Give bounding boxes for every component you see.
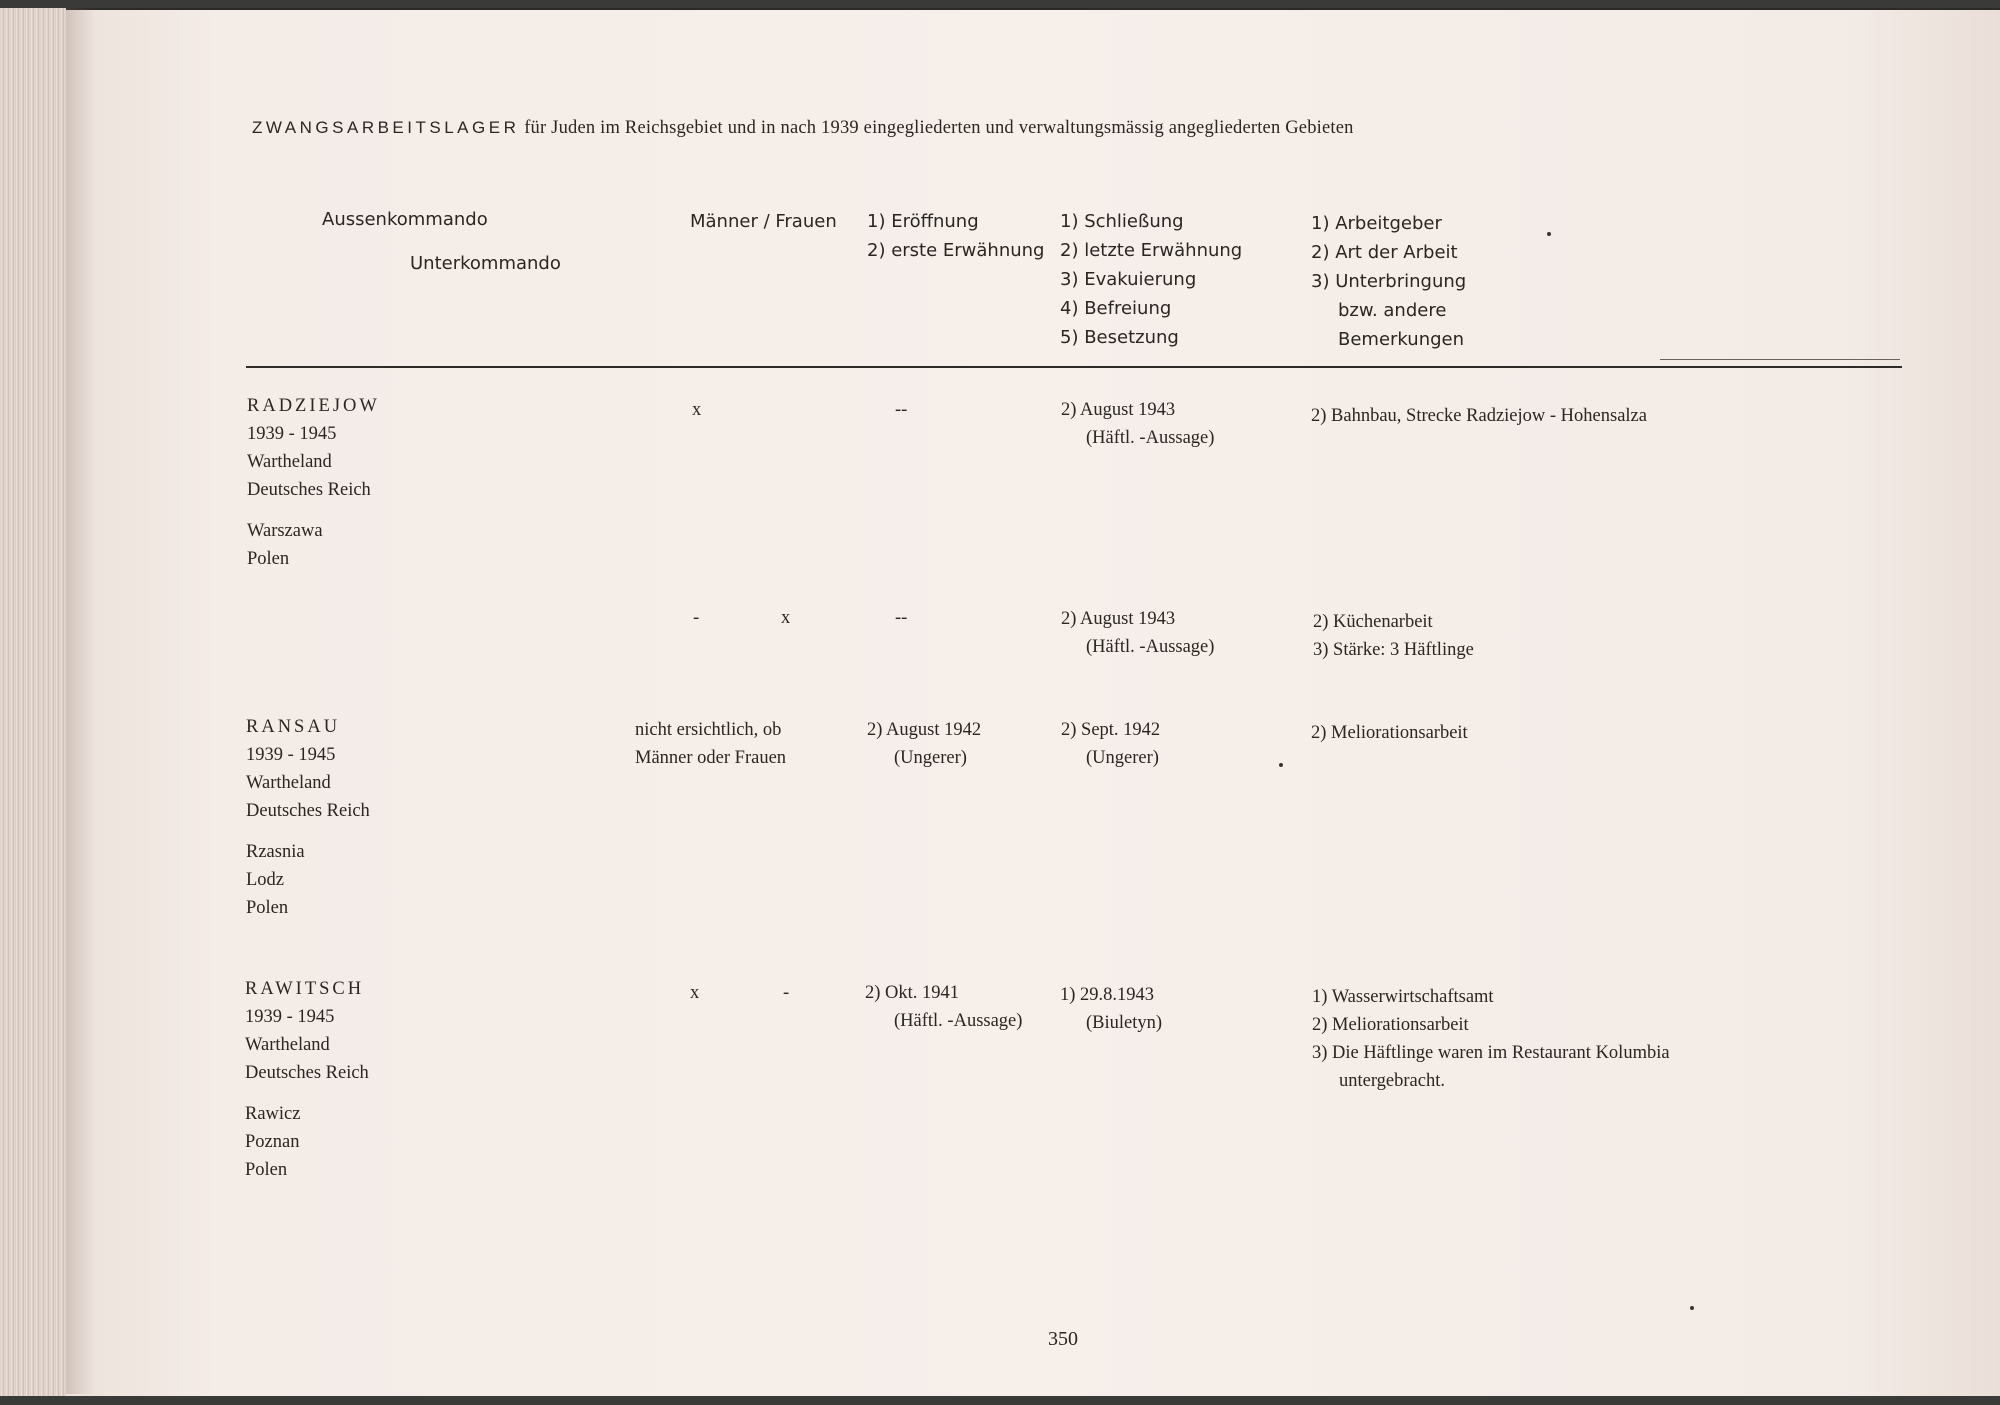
value-line: Männer oder Frauen bbox=[635, 748, 787, 768]
place-line: Wartheland bbox=[245, 1035, 330, 1055]
eroeffnung-value bbox=[867, 716, 981, 772]
entry-place bbox=[246, 713, 370, 922]
sub-line: Poznan bbox=[245, 1132, 300, 1152]
header-arbeitgeber-line: 1) Arbeitgeber bbox=[1311, 213, 1442, 234]
place-line: Deutsches Reich bbox=[245, 1063, 369, 1083]
maenner-mark: - bbox=[693, 608, 700, 628]
place-line: Wartheland bbox=[247, 452, 332, 472]
value-line: (Ungerer) bbox=[1086, 748, 1159, 768]
value-line: 2) Sept. 1942 bbox=[1061, 720, 1161, 740]
header-arbeitgeber-line: 3) Unterbringung bbox=[1311, 271, 1467, 292]
value-line: 3) Stärke: 3 Häftlinge bbox=[1313, 640, 1474, 660]
header-arbeitgeber-line: Bemerkungen bbox=[1338, 329, 1465, 350]
header-arbeitgeber-line: 2) Art der Arbeit bbox=[1311, 242, 1458, 263]
value-line: 2) August 1943 bbox=[1061, 609, 1176, 629]
value-line: 2) Okt. 1941 bbox=[865, 983, 960, 1003]
place-line: 1939 - 1945 bbox=[246, 745, 336, 765]
header-arbeitgeber bbox=[1311, 209, 1466, 354]
value-line: 2) Meliorationsarbeit bbox=[1312, 1015, 1469, 1035]
sub-line: Polen bbox=[247, 549, 290, 569]
bemerkungen-value bbox=[1312, 983, 1670, 1095]
header-schliessung-line: 5) Besetzung bbox=[1060, 327, 1179, 348]
header-rule-faint bbox=[1660, 359, 1900, 360]
print-speck bbox=[1690, 1306, 1694, 1310]
header-arbeitgeber-line: bzw. andere bbox=[1338, 300, 1447, 321]
header-eroeffnung-line: 1) Eröffnung bbox=[867, 211, 979, 232]
page-title bbox=[252, 118, 1354, 139]
header-schliessung-line: 1) Schließung bbox=[1060, 211, 1184, 232]
place-line: Deutsches Reich bbox=[247, 480, 371, 500]
place-line: Deutsches Reich bbox=[246, 801, 370, 821]
header-schliessung bbox=[1060, 207, 1242, 352]
place-line: 1939 - 1945 bbox=[245, 1007, 335, 1027]
value-line: 1) Wasserwirtschaftsamt bbox=[1312, 987, 1494, 1007]
header-rule bbox=[246, 366, 1902, 368]
header-eroeffnung-line: 2) erste Erwähnung bbox=[867, 240, 1045, 261]
print-speck bbox=[1279, 763, 1283, 767]
frauen-mark: - bbox=[783, 983, 790, 1003]
bemerkungen-value bbox=[1313, 608, 1474, 664]
sub-line: Rawicz bbox=[245, 1104, 301, 1124]
header-schliessung-line: 2) letzte Erwähnung bbox=[1060, 240, 1243, 261]
header-eroeffnung bbox=[867, 207, 1045, 265]
schliessung-value bbox=[1061, 605, 1214, 661]
gutter-shadow bbox=[66, 8, 96, 1394]
maenner-mark: x bbox=[692, 400, 702, 420]
bemerkungen-value bbox=[1311, 402, 1647, 430]
value-line: 2) August 1943 bbox=[1061, 400, 1176, 420]
value-line: 2) Meliorationsarbeit bbox=[1311, 723, 1468, 743]
eroeffnung-value: -- bbox=[895, 400, 908, 420]
value-line: 2) Bahnbau, Strecke Radziejow - Hohensalza bbox=[1311, 406, 1647, 426]
value-line: 1) 29.8.1943 bbox=[1060, 985, 1155, 1005]
place-line: Wartheland bbox=[246, 773, 331, 793]
header-unterkommando: Unterkommando bbox=[410, 253, 561, 274]
place-line: 1939 - 1945 bbox=[247, 424, 337, 444]
value-line: (Ungerer) bbox=[894, 748, 967, 768]
value-line: (Häftl. -Aussage) bbox=[894, 1011, 1023, 1031]
frauen-mark: x bbox=[781, 608, 791, 628]
schliessung-value bbox=[1061, 396, 1214, 452]
title-rest: für Juden im Reichsgebiet und in nach 1939 eingegliederten und verwaltungsmässig angegliederten Gebieten bbox=[524, 118, 1354, 138]
sub-line: Warszawa bbox=[247, 521, 323, 541]
title-caps: ZWANGSARBEITSLAGER bbox=[252, 118, 520, 137]
header-schliessung-line: 3) Evakuierung bbox=[1060, 269, 1197, 290]
mf-note bbox=[635, 716, 786, 772]
sub-line: Lodz bbox=[246, 870, 285, 890]
page-edge-stack bbox=[0, 8, 70, 1396]
maenner-mark: x bbox=[690, 983, 700, 1003]
value-line: (Biuletyn) bbox=[1086, 1013, 1163, 1033]
sub-line: Polen bbox=[246, 898, 289, 918]
bemerkungen-value bbox=[1311, 719, 1468, 747]
value-line: 2) Küchenarbeit bbox=[1313, 612, 1433, 632]
value-line: 2) August 1942 bbox=[867, 720, 982, 740]
print-speck bbox=[1547, 232, 1551, 236]
schliessung-value bbox=[1061, 716, 1160, 772]
place-name: RADZIEJOW bbox=[247, 396, 380, 416]
eroeffnung-value bbox=[865, 979, 1022, 1035]
value-line: (Häftl. -Aussage) bbox=[1086, 637, 1215, 657]
entry-place bbox=[247, 392, 380, 573]
sub-line: Rzasnia bbox=[246, 842, 305, 862]
value-line: nicht ersichtlich, ob bbox=[635, 720, 782, 740]
header-aussenkommando: Aussenkommando bbox=[322, 209, 488, 230]
place-name: RANSAU bbox=[246, 717, 341, 737]
sub-line: Polen bbox=[245, 1160, 288, 1180]
place-name: RAWITSCH bbox=[245, 979, 365, 999]
header-maenner-frauen: Männer / Frauen bbox=[690, 211, 837, 232]
schliessung-value bbox=[1060, 981, 1162, 1037]
value-line: 3) Die Häftlinge waren im Restaurant Kolumbia bbox=[1312, 1043, 1670, 1063]
value-line: untergebracht. bbox=[1339, 1071, 1445, 1091]
header-schliessung-line: 4) Befreiung bbox=[1060, 298, 1172, 319]
entry-place bbox=[245, 975, 369, 1184]
eroeffnung-value: -- bbox=[895, 608, 908, 628]
page-number: 350 bbox=[1048, 1328, 1078, 1350]
value-line: (Häftl. -Aussage) bbox=[1086, 428, 1215, 448]
